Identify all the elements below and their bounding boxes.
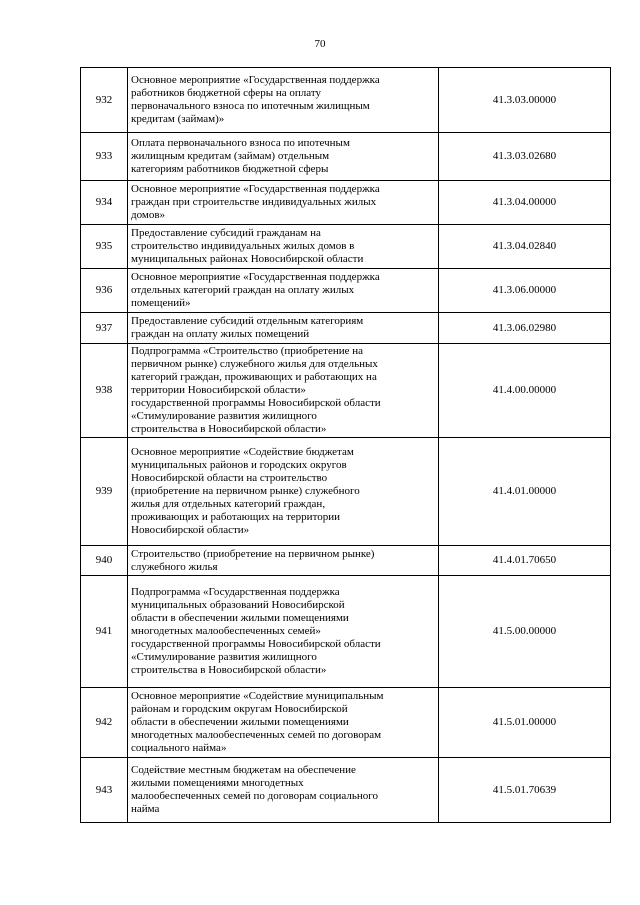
classification-code: 41.5.01.70639 [439, 758, 611, 823]
row-number: 940 [81, 546, 128, 576]
row-number: 943 [81, 758, 128, 823]
item-name: Предоставление субсидий отдельным категориям граждан на оплату жилых помещений [128, 313, 439, 344]
item-name: Оплата первоначального взноса по ипотечным жилищным кредитам (займам) отдельным категориям работников бюджетной сферы [128, 133, 439, 181]
row-number: 936 [81, 269, 128, 313]
row-number: 938 [81, 344, 128, 438]
item-name: Строительство (приобретение на первичном рынке) служебного жилья [128, 546, 439, 576]
table-row [81, 688, 611, 758]
table-row [81, 438, 611, 546]
row-number: 941 [81, 576, 128, 688]
classification-code: 41.3.04.00000 [439, 181, 611, 225]
item-name: Предоставление субсидий гражданам на строительство индивидуальных жилых домов в муниципальных районах Новосибирской области [128, 225, 439, 269]
table-row [81, 313, 611, 344]
row-number: 935 [81, 225, 128, 269]
table-row [81, 344, 611, 438]
classification-code: 41.3.06.00000 [439, 269, 611, 313]
item-name: Основное мероприятие «Государственная поддержка граждан при строительстве индивидуальных жилых домов» [128, 181, 439, 225]
row-number: 939 [81, 438, 128, 546]
table-row [81, 269, 611, 313]
row-number: 933 [81, 133, 128, 181]
page-number: 70 [314, 38, 326, 50]
item-name: Основное мероприятие «Государственная поддержка отдельных категорий граждан на оплату жилых помещений» [128, 269, 439, 313]
item-name: Подпрограмма «Строительство (приобретение на первичном рынке) служебного жилья для отдельных категорий граждан, проживающих и работающих на территории Новосибирской области» государственной программы Новосибирской области «Стимулирование развития жилищного строительства в Новосибирской области» [128, 344, 439, 438]
classification-code: 41.5.01.00000 [439, 688, 611, 758]
item-name: Содействие местным бюджетам на обеспечение жилыми помещениями многодетных малообеспеченных семей по договорам социального найма [128, 758, 439, 823]
table-row [81, 546, 611, 576]
table-row [81, 133, 611, 181]
table-row [81, 68, 611, 133]
table-row [81, 225, 611, 269]
table-row [81, 181, 611, 225]
item-name: Основное мероприятие «Содействие муниципальным районам и городским округам Новосибирской области в обеспечении жилыми помещениями многодетных малообеспеченных семей по договорам социального найма» [128, 688, 439, 758]
row-number: 937 [81, 313, 128, 344]
classification-code: 41.3.03.00000 [439, 68, 611, 133]
classification-code: 41.3.03.02680 [439, 133, 611, 181]
item-name: Основное мероприятие «Государственная поддержка работников бюджетной сферы на оплату первоначального взноса по ипотечным жилищным кредитам (займам)» [128, 68, 439, 133]
budget-classification-table [80, 67, 611, 823]
classification-code: 41.5.00.00000 [439, 576, 611, 688]
table-body [81, 68, 611, 823]
classification-code: 41.3.06.02980 [439, 313, 611, 344]
table-row [81, 758, 611, 823]
item-name: Основное мероприятие «Содействие бюджетам муниципальных районов и городских округов Новосибирской области на строительство (приобретение на первичном рынке) служебного жилья для отдельных категорий граждан, проживающих и работающих на территории Новосибирской области» [128, 438, 439, 546]
classification-code: 41.4.00.00000 [439, 344, 611, 438]
row-number: 932 [81, 68, 128, 133]
classification-code: 41.3.04.02840 [439, 225, 611, 269]
table-row [81, 576, 611, 688]
item-name: Подпрограмма «Государственная поддержка муниципальных образований Новосибирской области в обеспечении жилыми помещениями многодетных малообеспеченных семей» государственной программы Новосибирской области «Стимулирование развития жилищного строительства в Новосибирской области» [128, 576, 439, 688]
row-number: 934 [81, 181, 128, 225]
classification-code: 41.4.01.00000 [439, 438, 611, 546]
classification-code: 41.4.01.70650 [439, 546, 611, 576]
row-number: 942 [81, 688, 128, 758]
